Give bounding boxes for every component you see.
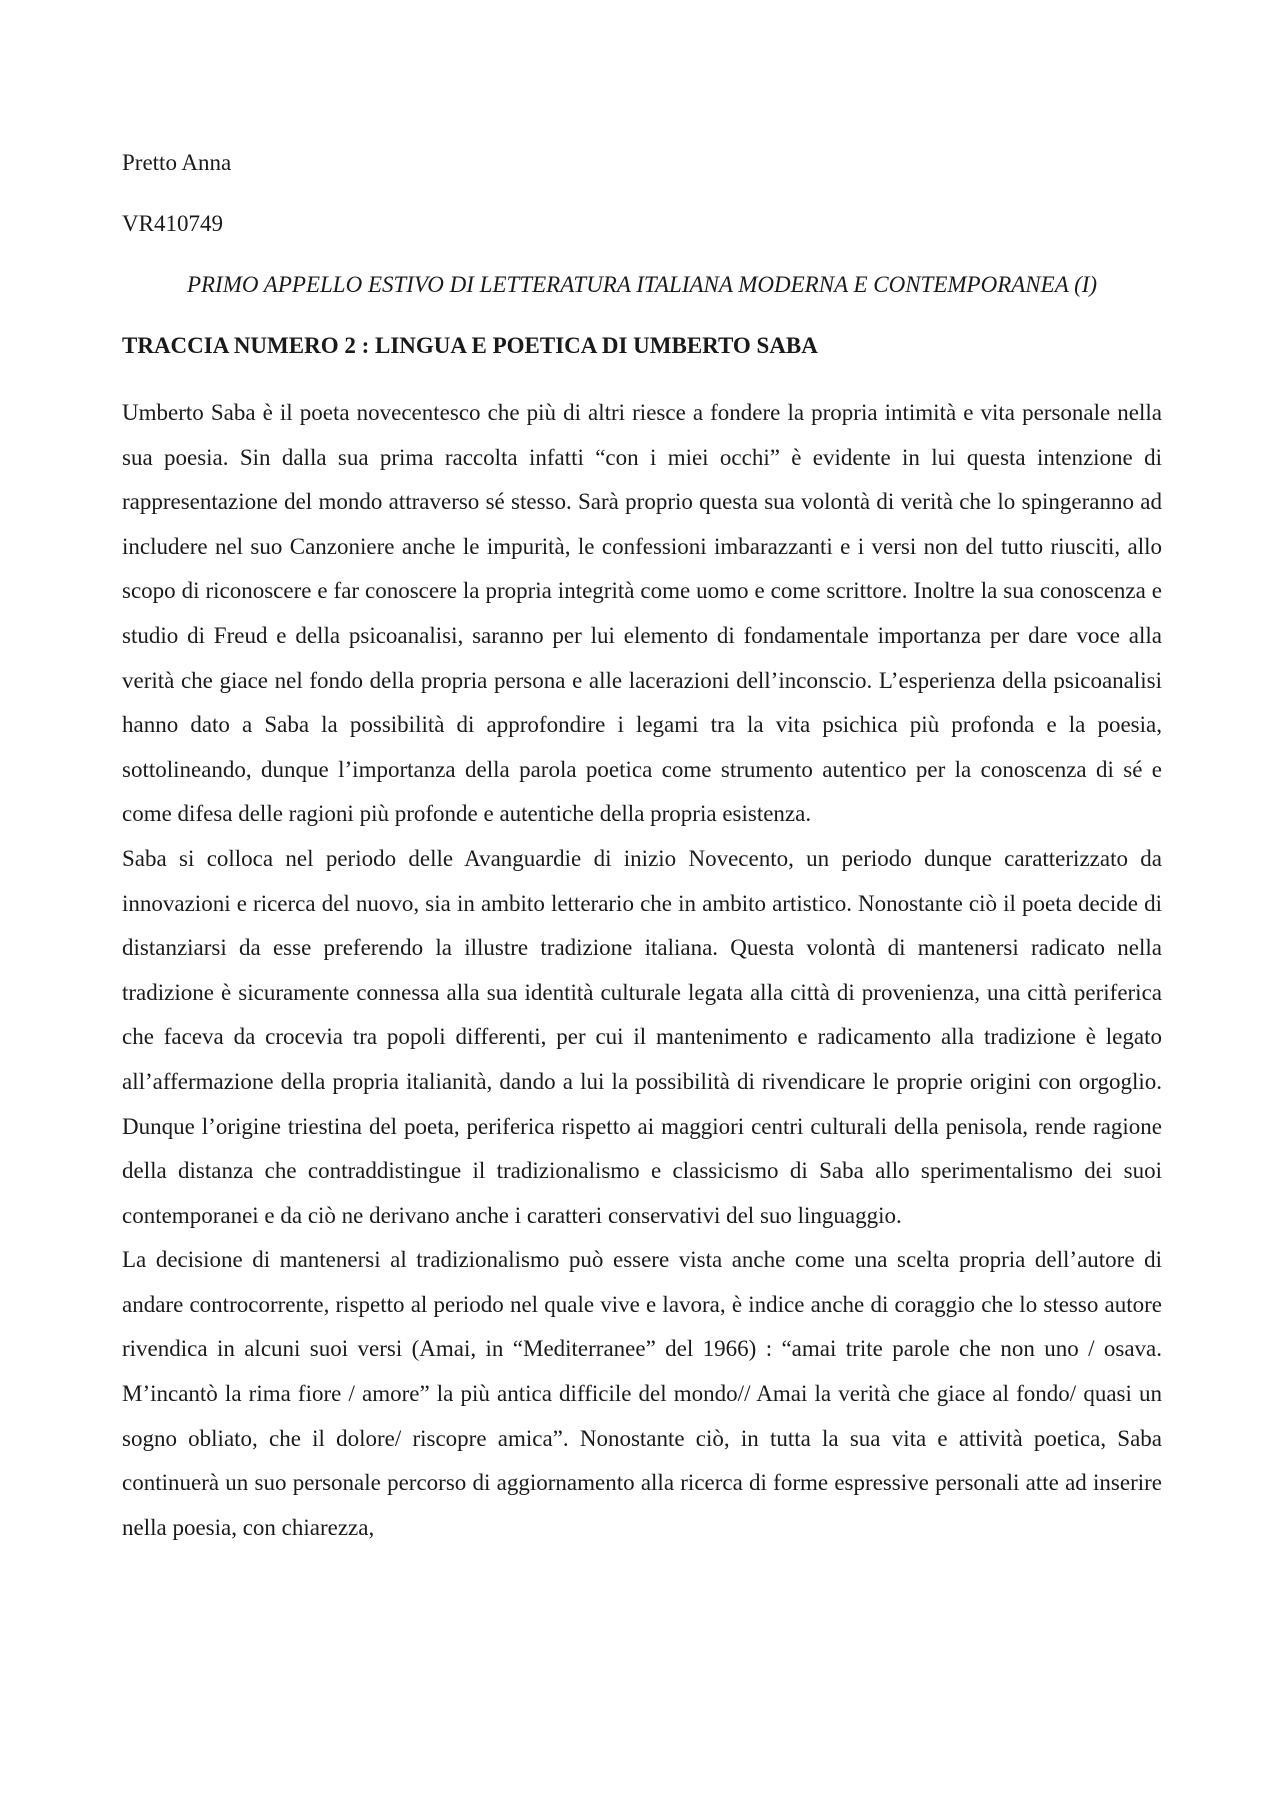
exam-title: PRIMO APPELLO ESTIVO DI LETTERATURA ITALIANA MODERNA E CONTEMPORANEA (I) (186, 272, 1098, 297)
student-id: VR410749 (122, 211, 223, 236)
document-page (122, 148, 1162, 1550)
body-paragraph-2: Saba si colloca nel periodo delle Avanguardie di inizio Novecento, un periodo dunque caratterizzato da innovazioni e ricerca del nuovo, sia in ambito letterario che in ambito artistico. Nonostante ciò il poeta decide di distanziarsi da esse preferendo la illustre tradizione italiana. Questa volontà di mantenersi radicato nella tradizione è sicuramente connessa alla sua identità culturale legata alla città di provenienza, una città periferica che faceva da crocevia tra popoli differenti, per cui il mantenimento e radicamento alla tradizione è legato all’affermazione della propria italianità, dando a lui la possibilità di rivendicare le proprie origini con orgoglio. Dunque l’origine triestina del poeta, periferica rispetto ai maggiori centri culturali della penisola, rende ragione della distanza che contraddistingue il tradizionalismo e classicismo di Saba allo sperimentalismo dei suoi contemporanei e da ciò ne derivano anche i caratteri conservativi del suo linguaggio. (122, 845, 1162, 1228)
student-name: Pretto Anna (122, 150, 232, 175)
body-paragraph-3: La decisione di mantenersi al tradizionalismo può essere vista anche come una scelta propria dell’autore di andare controcorrente, rispetto al periodo nel quale vive e lavora, è indice anche di coraggio che lo stesso autore rivendica in alcuni suoi versi (Amai, in “Mediterranee” del 1966) : “amai trite parole che non uno / osava. M’incantò la rima fiore / amore” la più antica difficile del mondo// Amai la verità che giace al fondo/ quasi un sogno obliato, che il dolore/ riscopre amica”. Nonostante ciò, in tutta la sua vita e attività poetica, Saba continuerà un suo personale percorso di aggiornamento alla ricerca di forme espressive personali atte ad inserire nella poesia, con chiarezza, (122, 1247, 1162, 1540)
body-paragraph-1: Umberto Saba è il poeta novecentesco che più di altri riesce a fondere la propria intimità e vita personale nella sua poesia. Sin dalla sua prima raccolta infatti “con i miei occhi” è evidente in lui questa intenzione di rappresentazione del mondo attraverso sé stesso. Sarà proprio questa sua volontà di verità che lo spingeranno ad includere nel suo Canzoniere anche le impurità, le confessioni imbarazzanti e i versi non del tutto riusciti, allo scopo di riconoscere e far conoscere la propria integrità come uomo e come scrittore. Inoltre la sua conoscenza e studio di Freud e della psicoanalisi, saranno per lui elemento di fondamentale importanza per dare voce alla verità che giace nel fondo della propria persona e alle lacerazioni dell’inconscio. L’esperienza della psicoanalisi hanno dato a Saba la possibilità di approfondire i legami tra la vita psichica più profonda e la poesia, sottolineando, dunque l’importanza della parola poetica come strumento autentico per la conoscenza di sé e come difesa delle ragioni più profonde e autentiche della propria esistenza. (122, 400, 1162, 827)
topic-title: TRACCIA NUMERO 2 : LINGUA E POETICA DI UMBERTO SABA (122, 333, 818, 358)
